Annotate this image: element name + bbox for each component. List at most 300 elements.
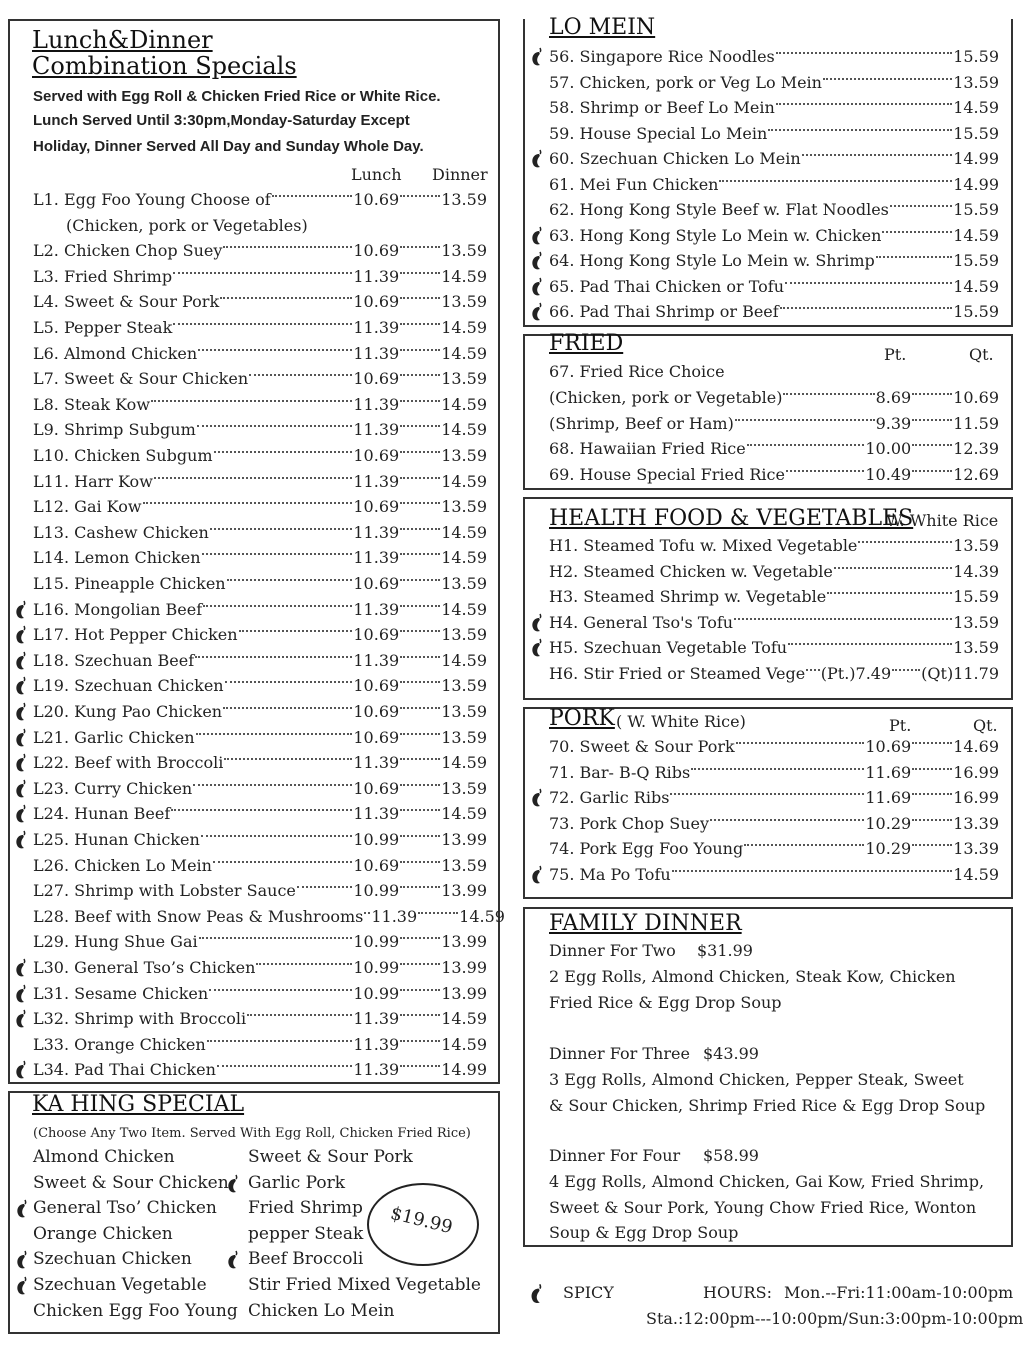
dinner-price: 13.59 — [441, 369, 487, 389]
dot-leader — [747, 444, 865, 446]
dot-leader — [272, 195, 353, 197]
combo-item — [33, 904, 505, 929]
dot-leader — [173, 272, 352, 274]
spicy-pepper-icon — [14, 804, 27, 824]
pint-price: 10.69 — [865, 737, 912, 756]
health-item-price: 14.39 — [953, 561, 999, 581]
spicy-pepper-icon — [530, 302, 543, 322]
combo-item — [33, 315, 487, 340]
lomein-item-price: 14.99 — [953, 174, 999, 194]
combo-item-name: L24. Hunan Beef — [33, 804, 171, 824]
combo-item — [33, 1006, 487, 1031]
lunch-price: 11.39 — [353, 318, 400, 337]
dot-leader — [256, 963, 352, 965]
dot-leader — [912, 768, 952, 770]
health-item-h6 — [549, 661, 999, 686]
fried-item-name: (Chicken, pork or Vegetable) — [549, 388, 783, 407]
dot-leader — [400, 297, 440, 299]
spicy-pepper-icon — [530, 638, 543, 658]
dinner-price: 13.59 — [441, 292, 487, 312]
fried-item — [549, 462, 999, 487]
dot-leader — [217, 1065, 352, 1067]
health-item — [549, 533, 999, 558]
combo-note-2: Lunch Served Until 3:30pm,Monday-Saturday Except — [33, 112, 410, 129]
combo-item — [33, 597, 487, 622]
combo-item-name: L9. Shrimp Subgum — [33, 420, 196, 440]
fried-item-name: (Shrimp, Beef or Ham) — [549, 413, 734, 433]
combo-item-name: L1. Egg Foo Young Choose of — [33, 190, 271, 209]
health-item-name: H1. Steamed Tofu w. Mixed Vegetable — [549, 536, 858, 555]
lunch-price: 11.39 — [353, 343, 400, 363]
dinner-price: 14.59 — [441, 343, 487, 363]
dot-leader — [736, 742, 865, 744]
combo-item-name: L27. Shrimp with Lobster Sauce — [33, 881, 296, 901]
lunch-price: 11.39 — [353, 394, 400, 414]
combo-item — [33, 1057, 487, 1082]
dot-leader — [400, 477, 440, 479]
dinner-price: 13.59 — [441, 727, 487, 747]
quart-price: 14.69 — [953, 737, 999, 756]
kahing-title: KA HING SPECIAL — [32, 1092, 245, 1117]
dot-leader — [203, 605, 352, 607]
combo-item — [33, 392, 487, 417]
lunch-price: 11.39 — [353, 753, 400, 773]
spicy-pepper-icon — [530, 613, 543, 633]
health-item-price: 13.59 — [953, 536, 999, 555]
dinner-price: 14.59 — [459, 906, 505, 926]
dot-leader — [710, 819, 864, 821]
lomein-item-price: 15.59 — [953, 200, 999, 219]
combo-item — [33, 725, 487, 750]
dot-leader — [806, 669, 820, 671]
lomein-item-price: 15.59 — [953, 302, 999, 321]
lunch-price: 10.99 — [353, 932, 400, 952]
dot-leader — [209, 989, 352, 991]
combo-item — [33, 801, 487, 826]
spicy-pepper-icon — [226, 1174, 239, 1194]
combo-item — [33, 750, 487, 775]
dot-leader — [400, 681, 440, 683]
quart-price: 13.39 — [953, 839, 999, 859]
dot-leader — [400, 195, 440, 197]
lunch-price: 11.39 — [353, 471, 400, 491]
dot-leader — [400, 425, 440, 427]
dinner-price: 14.59 — [441, 1034, 487, 1054]
dinner-price: 13.59 — [441, 676, 487, 696]
dot-leader — [912, 419, 952, 421]
combo-item — [33, 187, 487, 212]
dot-leader — [892, 669, 920, 671]
dot-leader — [400, 272, 440, 274]
kahing-item: Garlic Pork — [248, 1172, 346, 1193]
combo-item — [33, 545, 487, 570]
spicy-pepper-icon — [530, 788, 543, 808]
lunch-price: 10.69 — [353, 574, 400, 593]
dot-leader — [912, 819, 952, 821]
dinner-price: 14.59 — [441, 753, 487, 773]
lomein-item-price: 13.59 — [953, 72, 999, 92]
lunch-price: 10.69 — [353, 778, 400, 798]
spicy-pepper-icon — [14, 1009, 27, 1029]
combo-item — [33, 648, 487, 673]
pint-price: 10.49 — [865, 464, 912, 484]
combo-item — [33, 929, 487, 954]
dinner-price: 13.59 — [441, 241, 487, 261]
fried-item-name: 69. House Special Fried Rice — [549, 464, 785, 484]
dot-leader — [173, 323, 352, 325]
family-four-desc-3: Soup & Egg Drop Soup — [549, 1223, 739, 1242]
pork-col-pt: Pt. — [889, 716, 912, 735]
dot-leader — [785, 282, 952, 284]
dot-leader — [400, 349, 440, 351]
family-four-desc-1: 4 Egg Rolls, Almond Chicken, Gai Kow, Fried Shrimp, — [549, 1172, 985, 1191]
combo-item — [33, 955, 487, 980]
family-three-label: Dinner For Three — [549, 1044, 690, 1063]
lomein-item-price: 15.59 — [953, 251, 999, 270]
lunch-price: 10.69 — [353, 446, 400, 465]
lunch-price: 10.99 — [353, 958, 400, 977]
pint-price: 9.39 — [875, 413, 912, 433]
kahing-item: Stir Fried Mixed Vegetable — [248, 1275, 481, 1295]
h6-pint-price: (Pt.)7.49 — [820, 664, 892, 683]
lunch-price: 11.39 — [353, 650, 400, 670]
spicy-pepper-icon — [530, 865, 543, 885]
lunch-price: 11.39 — [353, 420, 400, 440]
dot-leader — [912, 793, 952, 795]
quart-price: 10.69 — [953, 388, 999, 407]
family-three-desc-2: & Sour Chicken, Shrimp Fried Rice & Egg Drop Soup — [549, 1096, 986, 1115]
dot-leader — [247, 1014, 352, 1016]
lomein-item-name: 66. Pad Thai Shrimp or Beef — [549, 302, 779, 321]
quart-price: 16.99 — [953, 788, 999, 808]
dot-leader — [890, 205, 952, 207]
dot-leader — [207, 1040, 353, 1042]
kahing-item: Szechuan Vegetable — [33, 1275, 207, 1295]
lomein-item — [549, 172, 999, 197]
dot-leader — [239, 630, 353, 632]
pork-item-name: 74. Pork Egg Foo Young — [549, 839, 744, 859]
dot-leader — [154, 477, 352, 479]
dot-leader — [400, 989, 440, 991]
spicy-pepper-icon — [14, 753, 27, 773]
health-item — [549, 584, 999, 609]
pork-item-name: 73. Pork Chop Suey — [549, 813, 709, 833]
combo-title-line1: Lunch&Dinner — [32, 26, 213, 54]
dot-leader — [223, 246, 352, 248]
lunch-price: 10.99 — [353, 983, 400, 1003]
dot-leader — [672, 870, 953, 872]
kahing-item: Orange Chicken — [33, 1223, 173, 1244]
health-item-price: 13.59 — [953, 612, 999, 632]
lomein-item — [549, 44, 999, 69]
health-item-name: H3. Steamed Shrimp w. Vegetable — [549, 587, 827, 606]
dinner-price: 14.59 — [441, 522, 487, 542]
dot-leader — [400, 605, 440, 607]
dinner-price: 14.59 — [441, 650, 487, 670]
h6-name: H6. Stir Fried or Steamed Vege — [549, 664, 806, 683]
lunch-price: 10.69 — [353, 702, 400, 721]
fried-item — [549, 385, 999, 410]
dot-leader — [719, 180, 952, 182]
dinner-price: 14.59 — [441, 1009, 487, 1029]
lunch-price: 10.69 — [353, 625, 400, 645]
dot-leader — [213, 861, 352, 863]
combo-item-name: L15. Pineapple Chicken — [33, 574, 226, 593]
dot-leader — [776, 52, 952, 54]
dot-leader — [882, 231, 952, 233]
pork-item-name: 75. Ma Po Tofu — [549, 865, 671, 884]
lunch-price: 11.39 — [353, 804, 400, 824]
dot-leader — [171, 809, 352, 811]
dot-leader — [198, 349, 352, 351]
lomein-item — [549, 299, 999, 324]
lomein-item-price: 15.59 — [953, 47, 999, 66]
dot-leader — [195, 656, 352, 658]
spicy-pepper-icon — [15, 1250, 28, 1270]
dinner-price: 13.59 — [441, 855, 487, 875]
dot-leader — [786, 470, 864, 472]
dot-leader — [912, 393, 952, 395]
lunch-price: 11.39 — [353, 1009, 400, 1029]
lunch-price: 11.39 — [371, 906, 418, 926]
dinner-price: 13.59 — [441, 497, 487, 517]
health-item-price: 13.59 — [953, 638, 999, 657]
fried-title: FRIED — [549, 331, 624, 356]
spicy-legend-label: SPICY — [563, 1283, 614, 1302]
kahing-item: Beef Broccoli — [248, 1249, 364, 1270]
dot-leader — [400, 374, 440, 376]
dot-leader — [151, 400, 352, 402]
spicy-pepper-icon — [14, 728, 27, 748]
health-item-name: H4. General Tso's Tofu — [549, 612, 734, 632]
combo-item-name: L16. Mongolian Beef — [33, 599, 203, 619]
spicy-pepper-icon — [226, 1250, 239, 1270]
health-title: HEALTH FOOD & VEGETABLES — [549, 506, 914, 531]
lomein-item — [549, 248, 999, 273]
combo-item-name: L31. Sesame Chicken — [33, 983, 209, 1003]
dot-leader — [400, 707, 440, 709]
combo-item-name: L4. Sweet & Sour Pork — [33, 292, 220, 312]
lomein-item-name: 60. Szechuan Chicken Lo Mein — [549, 149, 801, 168]
kahing-subtitle: (Choose Any Two Item. Served With Egg Roll, Chicken Fried Rice) — [33, 1126, 471, 1141]
pint-price: 10.29 — [865, 839, 912, 859]
dot-leader — [249, 374, 352, 376]
dot-leader — [196, 733, 353, 735]
lomein-item-name: 58. Shrimp or Beef Lo Mein — [549, 98, 775, 117]
kahing-item: Fried Shrimp — [248, 1198, 363, 1219]
combo-item — [33, 853, 487, 878]
combo-item — [33, 622, 487, 647]
dot-leader — [400, 553, 440, 555]
combo-item-name: L6. Almond Chicken — [33, 343, 198, 363]
pint-price: 10.29 — [865, 813, 912, 833]
lomein-item — [549, 223, 999, 248]
lunch-price: 11.39 — [353, 266, 400, 286]
family-two-price: $31.99 — [697, 941, 753, 960]
combo-item — [33, 827, 487, 852]
dot-leader — [400, 1014, 440, 1016]
lomein-item-name: 63. Hong Kong Style Lo Mein w. Chicken — [549, 225, 882, 245]
pint-price: 11.69 — [865, 762, 912, 782]
health-item-price: 15.59 — [953, 587, 999, 606]
spicy-pepper-icon — [14, 676, 27, 696]
combo-item-name: L23. Curry Chicken — [33, 778, 193, 798]
spicy-pepper-icon — [14, 830, 27, 850]
combo-item-name: L25. Hunan Chicken — [33, 830, 200, 849]
dot-leader — [788, 643, 952, 645]
pork-item-name: 72. Garlic Ribs — [549, 788, 670, 808]
dot-leader — [143, 502, 353, 504]
combo-item — [33, 673, 487, 698]
hours-weekend: Sta.:12:00pm---10:00pm/Sun:3:00pm-10:00pm — [646, 1309, 1024, 1328]
dot-leader — [400, 451, 440, 453]
quart-price: 13.39 — [953, 813, 999, 833]
lomein-item — [549, 274, 999, 299]
dot-leader — [834, 567, 952, 569]
pork-title-suffix: ( W. White Rice) — [616, 712, 746, 731]
combo-item-name: L11. Harr Kow — [33, 471, 153, 491]
health-item-name: H5. Szechuan Vegetable Tofu — [549, 638, 788, 657]
dot-leader — [776, 103, 952, 105]
family-two-desc-1: 2 Egg Rolls, Almond Chicken, Steak Kow, Chicken — [549, 967, 956, 986]
quart-price: 14.59 — [953, 865, 999, 884]
lomein-item-price: 14.59 — [953, 276, 999, 296]
spicy-pepper-icon — [14, 1060, 27, 1080]
dot-leader — [201, 835, 353, 837]
combo-item — [33, 1032, 487, 1057]
combo-item — [33, 699, 487, 724]
dot-leader — [225, 681, 353, 683]
kahing-item: Szechuan Chicken — [33, 1249, 192, 1270]
combo-item-name: L5. Pepper Steak — [33, 318, 173, 337]
combo-item-note — [66, 213, 486, 238]
spicy-pepper-icon — [530, 226, 543, 246]
combo-item-name: L3. Fried Shrimp — [33, 266, 173, 286]
dot-leader — [400, 630, 440, 632]
combo-col-lunch: Lunch — [351, 165, 402, 184]
kahing-item: Almond Chicken — [33, 1147, 175, 1167]
dot-leader — [400, 502, 440, 504]
lunch-price: 11.39 — [353, 1060, 400, 1080]
combo-item-name: (Chicken, pork or Vegetables) — [66, 215, 308, 235]
dot-leader — [400, 886, 440, 888]
lomein-item-name: 65. Pad Thai Chicken or Tofu — [549, 276, 784, 296]
dot-leader — [734, 618, 952, 620]
combo-item-name: L2. Chicken Chop Suey — [33, 241, 223, 261]
dot-leader — [223, 707, 352, 709]
dinner-price: 13.59 — [441, 778, 487, 798]
pint-price: 8.69 — [875, 388, 912, 407]
dot-leader — [400, 861, 440, 863]
combo-item — [33, 238, 487, 263]
dot-leader — [418, 912, 458, 914]
quart-price: 16.99 — [953, 762, 999, 782]
dot-leader — [364, 912, 370, 914]
spicy-pepper-icon — [530, 149, 543, 169]
dinner-price: 14.59 — [441, 266, 487, 286]
dot-leader — [400, 809, 440, 811]
quart-price: 12.69 — [953, 464, 999, 484]
dot-leader — [802, 154, 953, 156]
combo-item — [33, 878, 487, 903]
dot-leader — [400, 400, 440, 402]
spicy-pepper-icon — [14, 779, 27, 799]
dot-leader — [735, 419, 875, 421]
family-four-desc-2: Sweet & Sour Pork, Young Chow Fried Rice, Wonton — [549, 1198, 977, 1217]
dot-leader — [691, 768, 864, 770]
spicy-pepper-icon — [530, 47, 543, 67]
spicy-pepper-icon — [14, 651, 27, 671]
hours-label: HOURS: — [703, 1283, 772, 1302]
dinner-price: 14.59 — [441, 318, 487, 337]
fried-intro: 67. Fried Rice Choice — [549, 362, 725, 381]
family-three-price: $43.99 — [703, 1044, 759, 1063]
dot-leader — [193, 784, 352, 786]
dinner-price: 13.99 — [441, 983, 487, 1003]
lunch-price: 10.69 — [353, 676, 400, 696]
combo-item-name: L26. Chicken Lo Mein — [33, 855, 212, 875]
pork-item — [549, 785, 999, 810]
lomein-title: LO MEIN — [549, 15, 656, 40]
spicy-pepper-icon — [14, 600, 27, 620]
combo-col-dinner: Dinner — [432, 165, 488, 184]
combo-item-name: L22. Beef with Broccoli — [33, 753, 224, 773]
lomein-item-name: 64. Hong Kong Style Lo Mein w. Shrimp — [549, 251, 875, 270]
health-item — [549, 610, 999, 635]
dot-leader — [400, 758, 440, 760]
combo-item — [33, 981, 487, 1006]
spicy-pepper-icon — [14, 958, 27, 978]
health-item — [549, 635, 999, 660]
dinner-price: 13.99 — [441, 830, 487, 849]
dot-leader — [912, 444, 952, 446]
dot-leader — [876, 256, 952, 258]
dinner-price: 14.59 — [441, 548, 487, 568]
lunch-price: 10.69 — [353, 727, 400, 747]
fried-col-pt: Pt. — [884, 345, 907, 364]
lomein-item-name: 59. House Special Lo Mein — [549, 123, 768, 143]
dot-leader — [400, 784, 440, 786]
combo-item-name: L28. Beef with Snow Peas & Mushrooms — [33, 906, 364, 926]
lunch-price: 11.39 — [353, 548, 400, 568]
fried-col-qt: Qt. — [969, 345, 994, 364]
dot-leader — [827, 592, 952, 594]
dot-leader — [400, 937, 440, 939]
lomein-item-price: 15.59 — [953, 123, 999, 143]
dot-leader — [823, 78, 952, 80]
kahing-item: Chicken Lo Mein — [248, 1300, 395, 1321]
dot-leader — [400, 1065, 440, 1067]
lunch-price: 10.69 — [353, 190, 400, 209]
family-three-desc-1: 3 Egg Rolls, Almond Chicken, Pepper Steak, Sweet — [549, 1070, 964, 1089]
combo-note-3: Holiday, Dinner Served All Day and Sunday Whole Day. — [33, 138, 424, 155]
dot-leader — [768, 129, 952, 131]
kahing-item: Sweet & Sour Pork — [248, 1147, 413, 1167]
dot-leader — [912, 470, 952, 472]
combo-item — [33, 520, 487, 545]
family-four-label: Dinner For Four — [549, 1146, 681, 1165]
dot-leader — [400, 656, 440, 658]
lunch-price: 11.39 — [353, 599, 400, 619]
lomein-item — [549, 197, 999, 222]
combo-item-name: L7. Sweet & Sour Chicken — [33, 369, 249, 389]
dinner-price: 13.99 — [441, 881, 487, 901]
combo-item-name: L18. Szechuan Beef — [33, 650, 195, 670]
lomein-item — [549, 95, 999, 120]
pint-price: 11.69 — [865, 788, 912, 808]
spicy-pepper-icon — [529, 1283, 543, 1305]
h6-quart-price: (Qt)11.79 — [921, 664, 999, 683]
